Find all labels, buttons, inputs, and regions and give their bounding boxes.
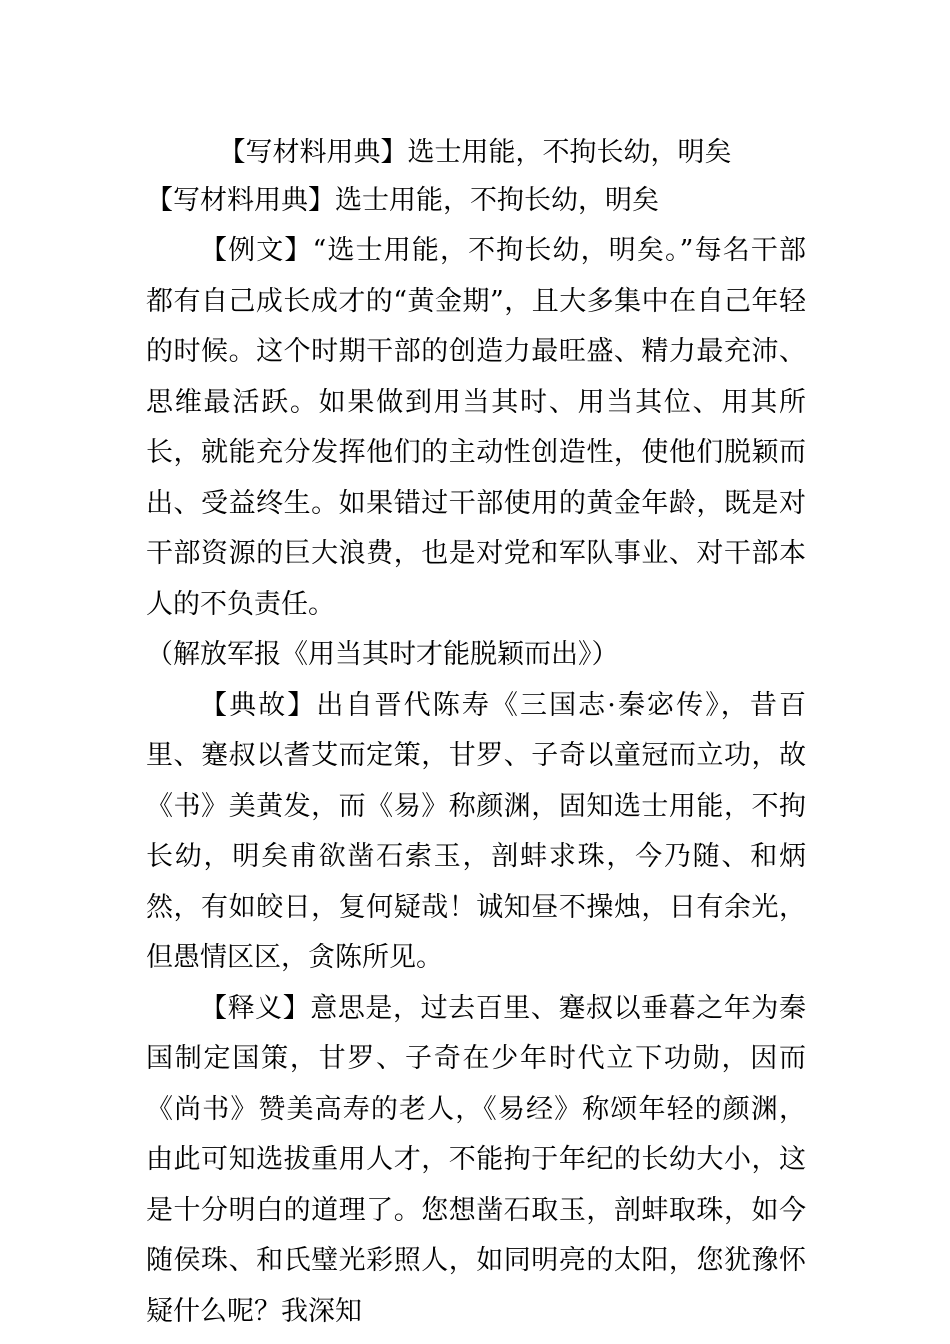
meaning-paragraph: 【释义】意思是，过去百里、蹇叔以垂暮之年为秦国制定国策，甘罗、子奇在少年时代立下功勋，因而《尚书》赞美高寿的老人，《易经》称颂年轻的颜渊，由此可知选拔重用人才，不能拘于年纪的长幼大小，这是十分明白的道理了。您想凿石取玉，剖蚌取珠，如今随侯珠、和氏璧光彩照人，如同明亮的太阳，您犹豫怀疑什么呢？我深知 <box>146 992 806 1327</box>
allusion-paragraph: 【典故】出自晋代陈寿《三国志·秦宓传》，昔百里、蹇叔以耆艾而定策，甘罗、子奇以童冠而立功，故《书》美黄发，而《易》称颜渊，固知选士用能，不拘长幼，明矣甫欲凿石索玉，剖蚌求珠，今乃随、和炳然，有如皎日，复何疑哉！诚知昼不操烛，日有余光，但愚情区区，贪陈所见。 <box>146 689 806 973</box>
example-paragraph: 【例文】“选士用能，不拘长幼，明矣。”每名干部都有自己成长成才的“黄金期”，且大多集中在自己年轻的时候。这个时期干部的创造力最旺盛、精力最充沛、思维最活跃。如果做到用当其时、用当其位、用其所长，就能充分发挥他们的主动性创造性，使他们脱颖而出、受益终生。如果错过干部使用的黄金年龄，既是对干部资源的巨大浪费，也是对党和军队事业、对干部本人的不负责任。 <box>146 235 806 620</box>
document-body <box>146 226 806 1337</box>
example-source: （解放军报《用当其时才能脱颖而出》） <box>146 639 619 670</box>
document-subtitle: 【写材料用典】选士用能，不拘长幼，明矣 <box>146 185 659 216</box>
document-title: 【写材料用典】选士用能，不拘长幼，明矣 <box>218 137 732 168</box>
